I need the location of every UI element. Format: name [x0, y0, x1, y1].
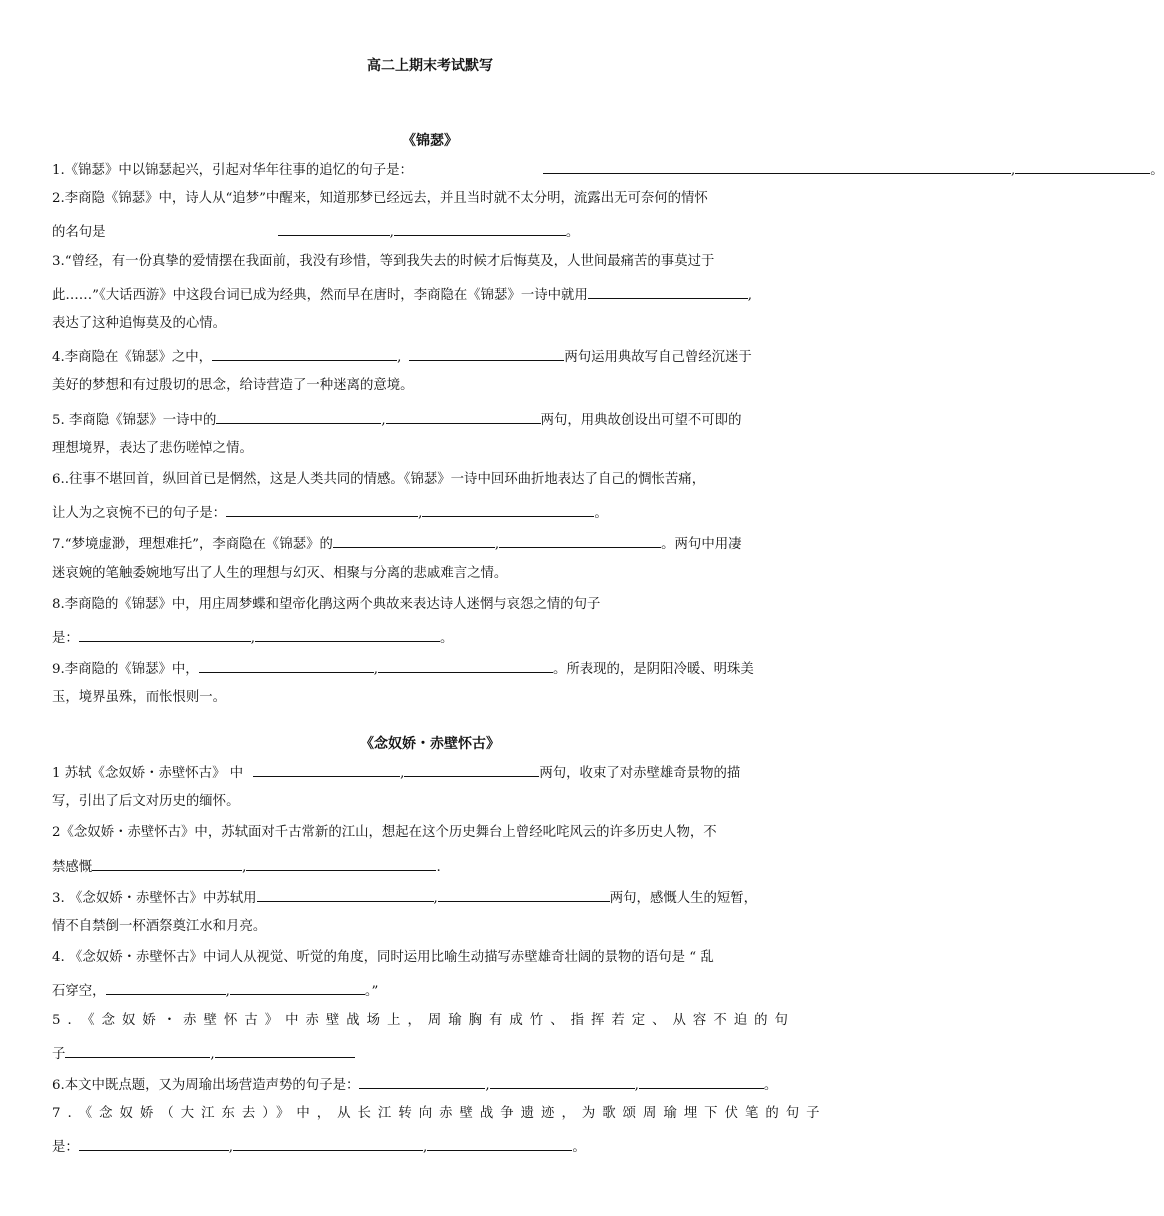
- question-text: 。”: [364, 984, 379, 1000]
- question-text: 。: [440, 631, 454, 646]
- answer-blank[interactable]: [1015, 159, 1150, 174]
- question-line: [52, 949, 714, 967]
- question-text: ,: [634, 1078, 639, 1093]
- answer-blank[interactable]: [422, 502, 594, 517]
- question-text: 是：: [52, 631, 79, 646]
- question-text: 7.《念奴娇（大江东去）》中，从长江转向赤壁战争遗迹，为歌颂周瑜埋下伏笔的句子: [52, 1106, 827, 1122]
- question-text: 美好的梦想和有过殷切的思念，给诗营造了一种迷离的意境。: [52, 378, 414, 394]
- question-line: [52, 159, 1164, 180]
- question-text: 两句，用典故创设出可望不可即的: [540, 412, 742, 428]
- answer-blank[interactable]: [378, 658, 553, 673]
- question-text: ,: [397, 350, 402, 366]
- question-text: 4. 《念奴娇・赤壁怀古》中词人从视觉、听觉的角度，同时运用比喻生动描写赤壁雄奇壮阔的景物的语句是 “ 乱: [52, 950, 714, 966]
- question-line: [52, 221, 579, 242]
- question-text: 。: [763, 1078, 778, 1093]
- question-text: ,: [210, 1046, 215, 1062]
- question-text: ,: [423, 1140, 428, 1156]
- answer-blank[interactable]: [246, 856, 436, 871]
- answer-blank[interactable]: [278, 221, 390, 236]
- question-text: 1 苏轼《念奴娇・赤壁怀古》 中: [52, 766, 244, 781]
- answer-blank[interactable]: [333, 533, 495, 548]
- question-text: 3.“曾经，有一份真挚的爱情摆在我面前，我没有珍惜，等到我失去的时候才后悔莫及，人世间最痛苦的事莫过于: [52, 253, 715, 269]
- question-text: 子: [52, 1046, 66, 1062]
- question-text: ,: [381, 412, 386, 428]
- answer-blank[interactable]: [490, 1074, 635, 1089]
- question-line: [52, 856, 441, 877]
- answer-blank[interactable]: [230, 980, 365, 995]
- question-text: 6..往事不堪回首，纵回首已是惘然，这是人类共同的情感。《锦瑟》一诗中回环曲折地表达了自己的惆怅苦痛，: [52, 472, 706, 487]
- question-text: 此……”《大话西游》中这段台词已成为经典，然而早在唐时，李商隐在《锦瑟》一诗中就用: [52, 287, 588, 303]
- question-text: 6.本文中既点题，又为周瑜出场营造声势的句子是：: [52, 1078, 360, 1093]
- question-line: [52, 346, 752, 367]
- answer-blank[interactable]: [588, 284, 748, 299]
- question-text: 表达了这种追悔莫及的心情。: [52, 316, 227, 331]
- question-text: 是：: [52, 1140, 79, 1156]
- question-text: 两句运用典故写自己曾经沉迷于: [564, 350, 752, 366]
- question-line: [52, 793, 239, 811]
- question-text: ,: [250, 631, 256, 646]
- question-text: 1.《锦瑟》中以锦瑟起兴，引起对华年往事的追忆的句子是：: [52, 163, 413, 178]
- question-text: 。: [565, 225, 580, 241]
- answer-blank[interactable]: [438, 887, 610, 902]
- question-text: .: [436, 859, 441, 875]
- question-text: 的名句是: [52, 225, 106, 241]
- question-text: 8.李商隐的《锦瑟》中，用庄周梦蝶和望帝化鹃这两个典故来表达诗人迷惘与哀怨之情的句子: [52, 596, 601, 612]
- question-line: [52, 1074, 777, 1095]
- question-line: [52, 689, 226, 707]
- question-text: ,: [433, 890, 438, 906]
- question-text: ,: [400, 766, 405, 781]
- question-text: ,: [747, 287, 753, 303]
- question-text: 9.李商隐的《锦瑟》中，: [52, 662, 199, 678]
- question-text: 迷哀婉的笔触委婉地写出了人生的理想与幻灭、相聚与分离的悲戚难言之情。: [52, 565, 508, 581]
- question-text: ,: [389, 225, 394, 241]
- question-text: ,: [494, 537, 500, 553]
- question-text: 石穿空，: [52, 984, 106, 1000]
- question-line: [52, 190, 708, 208]
- question-line: [52, 409, 741, 430]
- question-line: [52, 824, 717, 842]
- question-line: [52, 253, 714, 271]
- question-text: ,: [485, 1078, 490, 1093]
- answer-blank[interactable]: [65, 1043, 210, 1058]
- answer-blank[interactable]: [233, 1136, 423, 1151]
- answer-blank[interactable]: [106, 980, 226, 995]
- question-text: 让人为之哀惋不已的句子是：: [52, 506, 227, 522]
- document-title: 高二上期末考试默写: [367, 58, 493, 74]
- question-text: 。: [572, 1140, 586, 1156]
- question-line: [52, 377, 414, 395]
- question-text: 两句，感慨人生的短暂，: [609, 890, 758, 906]
- answer-blank[interactable]: [404, 762, 539, 777]
- question-text: 4.李商隐在《锦瑟》之中，: [52, 350, 213, 366]
- answer-blank[interactable]: [427, 1136, 572, 1151]
- question-text: 理想境界，表达了悲伤嗟悼之情。: [52, 440, 253, 456]
- answer-blank[interactable]: [255, 627, 440, 642]
- answer-blank[interactable]: [79, 627, 251, 642]
- question-line: [52, 627, 453, 648]
- question-line: [52, 762, 740, 783]
- answer-blank[interactable]: [409, 346, 564, 361]
- answer-blank[interactable]: [639, 1074, 764, 1089]
- question-line: [52, 887, 757, 908]
- answer-blank[interactable]: [253, 762, 400, 777]
- question-text: 。所表现的，是阴阳冷暖、明珠美: [552, 662, 754, 678]
- question-text: 2.李商隐《锦瑟》中，诗人从“追梦”中醒来，知道那梦已经远去，并且当时就不太分明，流露出无可奈何的情怀: [52, 191, 708, 207]
- question-text: 。: [1150, 163, 1164, 178]
- question-text: 2《念奴娇・赤壁怀古》中，苏轼面对千古常新的江山，想起在这个历史舞台上曾经叱咤风云的许多历史人物，不: [52, 825, 717, 841]
- answer-blank[interactable]: [79, 1136, 229, 1151]
- answer-blank[interactable]: [199, 658, 374, 673]
- question-line: [52, 980, 378, 1001]
- answer-blank[interactable]: [543, 159, 1011, 174]
- answer-blank[interactable]: [394, 221, 566, 236]
- question-text: 3. 《念奴娇・赤壁怀古》中苏轼用: [52, 890, 257, 906]
- question-text: 。两句中用凄: [661, 537, 742, 553]
- question-text: 情不自禁倒一杯酒祭奠江水和月亮。: [52, 919, 267, 934]
- question-line: [52, 471, 705, 489]
- section-heading: 《锦瑟》: [402, 133, 458, 149]
- question-line: [52, 596, 600, 614]
- question-line: [52, 502, 608, 523]
- answer-blank[interactable]: [215, 1043, 355, 1058]
- question-text: 两句，收束了对赤壁雄奇景物的描: [539, 766, 741, 781]
- question-line: [52, 1012, 795, 1030]
- answer-blank[interactable]: [386, 409, 541, 424]
- question-line: [52, 440, 253, 458]
- question-text: ,: [373, 662, 378, 678]
- question-line: [52, 1105, 827, 1123]
- question-text: 禁感慨: [52, 859, 93, 875]
- question-line: [52, 658, 754, 679]
- question-line: [52, 1136, 586, 1157]
- answer-blank[interactable]: [216, 409, 381, 424]
- section-heading: 《念奴娇・赤壁怀古》: [360, 736, 500, 752]
- question-line: [52, 1043, 355, 1064]
- question-text: ,: [225, 984, 230, 1000]
- question-text: 玉，境界虽殊，而怅恨则一。: [52, 690, 227, 706]
- answer-blank[interactable]: [257, 887, 434, 902]
- question-line: [52, 565, 507, 583]
- question-line: [52, 918, 266, 936]
- answer-blank[interactable]: [499, 533, 661, 548]
- question-line: [52, 315, 226, 333]
- question-line: [52, 533, 742, 554]
- question-text: 写，引出了后文对历史的缅怀。: [52, 794, 240, 810]
- question-text: 5. 李商隐《锦瑟》一诗中的: [52, 412, 217, 428]
- question-text: 5．《念奴娇・赤壁怀古》中赤壁战场上，周瑜胸有成竹、指挥若定、从容不迫的句: [52, 1012, 795, 1028]
- question-text: 7.“梦境虚渺，理想难托”，李商隐在《锦瑟》的: [52, 537, 333, 553]
- question-line: [52, 284, 752, 305]
- answer-blank[interactable]: [359, 1074, 485, 1089]
- answer-blank[interactable]: [212, 346, 397, 361]
- question-text: ,: [1010, 163, 1016, 178]
- question-text: 。: [594, 506, 608, 522]
- answer-blank[interactable]: [92, 856, 242, 871]
- answer-blank[interactable]: [226, 502, 418, 517]
- question-text: ,: [228, 1140, 234, 1156]
- question-text: ,: [418, 506, 423, 522]
- question-text: ,: [242, 859, 247, 875]
